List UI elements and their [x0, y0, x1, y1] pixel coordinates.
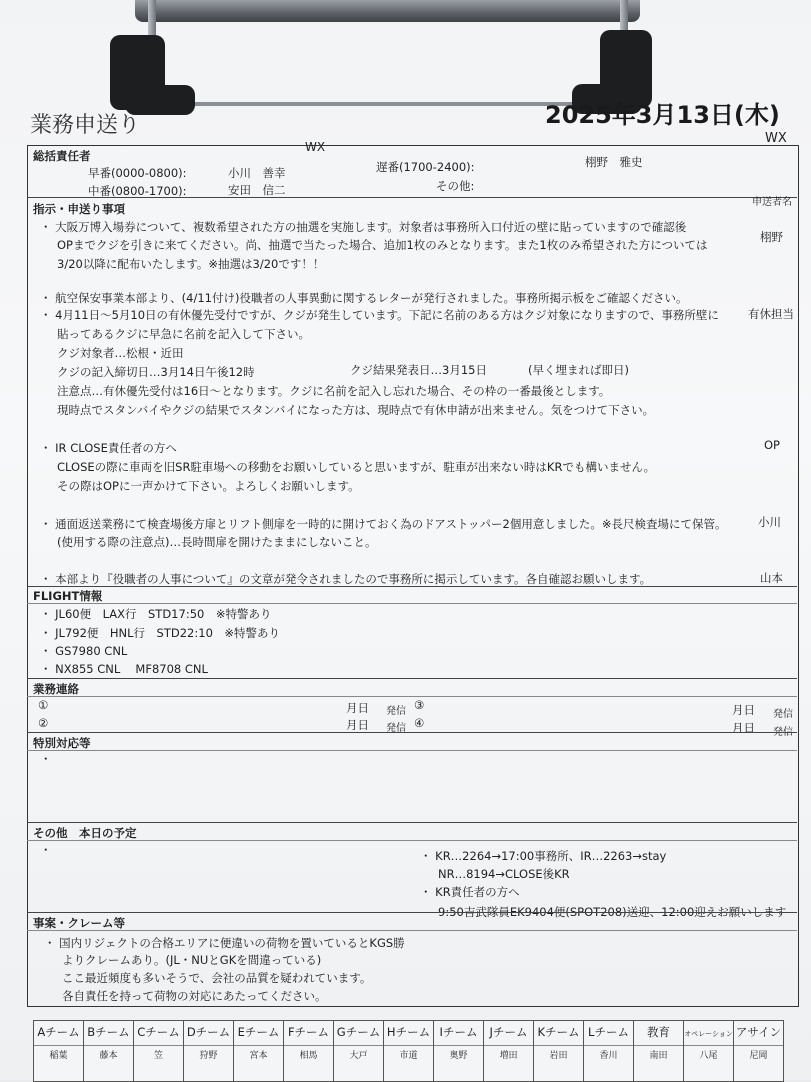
- team-name: アサイン: [735, 1025, 782, 1039]
- team-leader: 宮本: [234, 1045, 283, 1061]
- special-label: 特別対応等: [33, 736, 91, 750]
- instruction-line: 注意点…有休優先受付は16日～となります。クジに名前を記入し忘れた場合、その枠の一番最後とします。: [57, 384, 611, 398]
- instruction-sender: 山本: [760, 571, 783, 585]
- divider-special: [27, 732, 797, 733]
- team-cell: [133, 1020, 184, 1082]
- claims-line: ここ最近頻度も多いそうで、会社の品質を疑われています。: [62, 971, 372, 985]
- instruction-line: ・ 通面返送業務にて検査場後方扉とリフト側扉を一時的に開けておく為のドアストッパー2個用意しました。※長尺検査場にて保管。: [40, 517, 727, 531]
- team-name: Gチーム: [336, 1025, 381, 1039]
- team-leader: 岩田: [534, 1045, 583, 1061]
- divider-business-inner: [27, 696, 797, 697]
- sheet-title: 業務申送り: [30, 113, 141, 138]
- business-monthday: 月日: [732, 721, 755, 735]
- lottery-result-date: クジ結果発表日…3月15日: [350, 363, 487, 377]
- instruction-line: ・ 航空保安事業本部より、(4/11付け)役職者の人事異動に関するレターが発行されました。事務所掲示板をご確認ください。: [40, 291, 688, 305]
- team-name: Iチーム: [439, 1025, 478, 1039]
- late-shift-label: 遅番(1700-2400):: [376, 160, 475, 174]
- clipboard-clip: [135, 0, 640, 22]
- instruction-line: その際はOPに一声かけて下さい。よろしくお願いします。: [57, 479, 360, 493]
- team-name: Bチーム: [87, 1025, 130, 1039]
- team-cell: [433, 1020, 484, 1082]
- team-cell: [583, 1020, 634, 1082]
- instruction-line: CLOSEの際に車両を旧SR駐車場への移動をお願いしていると思いますが、駐車が出来ない時はKRでも構いません。: [57, 460, 656, 474]
- divider-today: [27, 822, 797, 823]
- business-sent: 発信: [773, 709, 793, 720]
- team-leader: 増田: [484, 1045, 533, 1061]
- team-cell: [683, 1020, 734, 1082]
- claims-line: 各自責任を持って荷物の対応にあたってください。: [62, 989, 327, 1003]
- today-label: その他 本日の予定: [33, 826, 137, 840]
- claims-line: ・ 国内リジェクトの合格エリアに便違いの荷物を置いているとKGS勝: [44, 936, 405, 950]
- team-table: [33, 1020, 811, 1080]
- team-leader: 笠: [134, 1045, 183, 1061]
- team-name: Cチーム: [137, 1025, 180, 1039]
- business-number-3: ③: [414, 698, 425, 712]
- divider-flight-inner: [27, 603, 797, 604]
- mid-shift-label: 中番(0800-1700):: [88, 184, 187, 198]
- team-cell: [383, 1020, 434, 1082]
- team-cell: [633, 1020, 684, 1082]
- team-cell: [533, 1020, 584, 1082]
- team-name: Dチーム: [186, 1025, 231, 1039]
- flight-item: ・ JL792便 HNL行 STD22:10 ※特警あり: [40, 626, 281, 640]
- team-leader: 八尾: [684, 1045, 733, 1061]
- instruction-line: 3/20以降に配布いたします。※抽選は3/20です！！: [57, 257, 325, 271]
- business-label: 業務連絡: [33, 682, 79, 696]
- team-cell: [183, 1020, 234, 1082]
- wx-label-center: WX: [305, 140, 326, 154]
- mid-shift-name: 安田 信二: [228, 183, 286, 197]
- team-cell: [333, 1020, 384, 1082]
- sheet-date: 2025年3月13日(木): [545, 101, 780, 129]
- team-name: 教育: [647, 1025, 670, 1039]
- today-item: 9:50吉武隊員EK9404便(SPOT208)送迎、12:00迎えお願いします: [438, 905, 787, 919]
- instruction-line: ・ 大阪万博入場券について、複数希望された方の抽選を実施します。対象者は事務所入口付近の壁に貼っていますので確認後: [40, 220, 687, 234]
- business-sent: 発信: [386, 706, 406, 717]
- instruction-sender: 小川: [758, 515, 781, 529]
- today-bullet: ・: [40, 843, 52, 857]
- today-item: ・ KR…2264→17:00事務所、IR…2263→stay: [420, 849, 667, 863]
- instruction-line: 現時点でスタンバイやクジの結果でスタンバイになった方は、現時点で有休申請が出来ません。気をつけて下さい。: [57, 403, 655, 417]
- flight-item: ・ NX855 CNL MF8708 CNL: [40, 662, 208, 676]
- team-leader: 狩野: [184, 1045, 233, 1061]
- claims-label: 事案・クレーム等: [33, 916, 125, 930]
- instruction-sender: 有休担当: [748, 307, 794, 321]
- team-name: Eチーム: [237, 1025, 280, 1039]
- team-leader: 尼岡: [734, 1045, 783, 1061]
- sender-column-label: 申送者名: [752, 197, 792, 208]
- team-leader: 藤本: [84, 1045, 133, 1061]
- instruction-sender: 栩野: [760, 230, 783, 244]
- business-monthday: 月日: [732, 703, 755, 717]
- instructions-label: 指示・申送り事項: [33, 202, 125, 216]
- other-label: その他:: [436, 179, 475, 193]
- early-shift-name: 小川 善幸: [228, 166, 286, 180]
- today-item: NR…8194→CLOSE後KR: [438, 867, 570, 881]
- team-leader: 稲葉: [34, 1045, 83, 1061]
- flight-label: FLIGHT情報: [33, 589, 103, 603]
- team-leader: 奥野: [434, 1045, 483, 1061]
- team-name: オペレーション: [684, 1030, 733, 1038]
- instruction-line: クジの記入締切日…3月14日午後12時: [57, 365, 255, 379]
- team-name: Aチーム: [37, 1025, 80, 1039]
- divider-flight: [27, 586, 797, 587]
- divider-claims-inner: [27, 930, 797, 931]
- team-leader: 香川: [584, 1045, 633, 1061]
- instruction-line: クジ対象者…松根・近田: [57, 346, 184, 360]
- claims-line: よりクレームあり。(JL・NUとGKを間違っている): [62, 953, 322, 967]
- wx-label-right: WX: [765, 131, 787, 146]
- business-number-1: ①: [38, 698, 49, 712]
- team-leader: 相馬: [284, 1045, 333, 1061]
- business-monthday: 月日: [346, 701, 369, 715]
- instruction-line: ・ 本部より『役職者の人事について』の文章が発令されましたので事務所に掲示しています。各自確認お願いします。: [40, 572, 652, 586]
- early-shift-label: 早番(0000-0800):: [88, 166, 187, 180]
- instruction-line: ・ IR CLOSE責任者の方へ: [40, 441, 177, 455]
- business-sent: 発信: [773, 727, 793, 738]
- team-cell: [283, 1020, 334, 1082]
- team-cell: [733, 1020, 784, 1082]
- team-name: Jチーム: [489, 1025, 528, 1039]
- flight-item: ・ GS7980 CNL: [40, 644, 128, 658]
- team-cell: [33, 1020, 84, 1082]
- instruction-line: OPまでクジを引きに来てください。尚、抽選で当たった場合、追加1枚のみとなります。また1枚のみ希望された方については: [57, 238, 708, 252]
- divider-today-inner: [27, 840, 797, 841]
- team-name: Lチーム: [588, 1025, 629, 1039]
- instruction-line: (使用する際の注意点)…長時間扉を開けたままにしないこと。: [57, 535, 377, 549]
- instruction-sender: OP: [764, 438, 780, 452]
- team-leader: 南田: [634, 1045, 683, 1061]
- team-leader: 大戸: [334, 1045, 383, 1061]
- team-name: Kチーム: [537, 1025, 580, 1039]
- team-cell: [83, 1020, 134, 1082]
- instruction-line: 貼ってあるクジに早急に名前を記入して下さい。: [57, 327, 310, 341]
- business-monthday: 月日: [346, 718, 369, 732]
- flight-item: ・ JL60便 LAX行 STD17:50 ※特警あり: [40, 607, 272, 621]
- team-name: Fチーム: [287, 1025, 330, 1039]
- team-leader: 市道: [384, 1045, 433, 1061]
- lottery-result-note: (早く埋まれば即日): [528, 363, 629, 377]
- business-number-4: ④: [414, 716, 425, 730]
- today-item: ・ KR責任者の方へ: [420, 885, 520, 899]
- divider-claims: [27, 912, 797, 913]
- late-shift-name: 栩野 雅史: [585, 155, 643, 169]
- business-number-2: ②: [38, 716, 49, 730]
- team-cell: [233, 1020, 284, 1082]
- team-cell: [483, 1020, 534, 1082]
- general-manager-label: 総括責任者: [33, 149, 91, 163]
- divider-business: [27, 678, 797, 679]
- business-sent: 発信: [386, 723, 406, 734]
- divider-special-inner: [27, 750, 797, 751]
- instruction-line: ・ 4月11日～5月10日の有休優先受付ですが、クジが発生しています。下記に名前のある方はクジ対象になりますので、事務所壁に: [40, 308, 719, 322]
- divider-instructions: [27, 197, 797, 198]
- team-name: Hチーム: [386, 1025, 431, 1039]
- special-bullet: ・: [40, 752, 52, 766]
